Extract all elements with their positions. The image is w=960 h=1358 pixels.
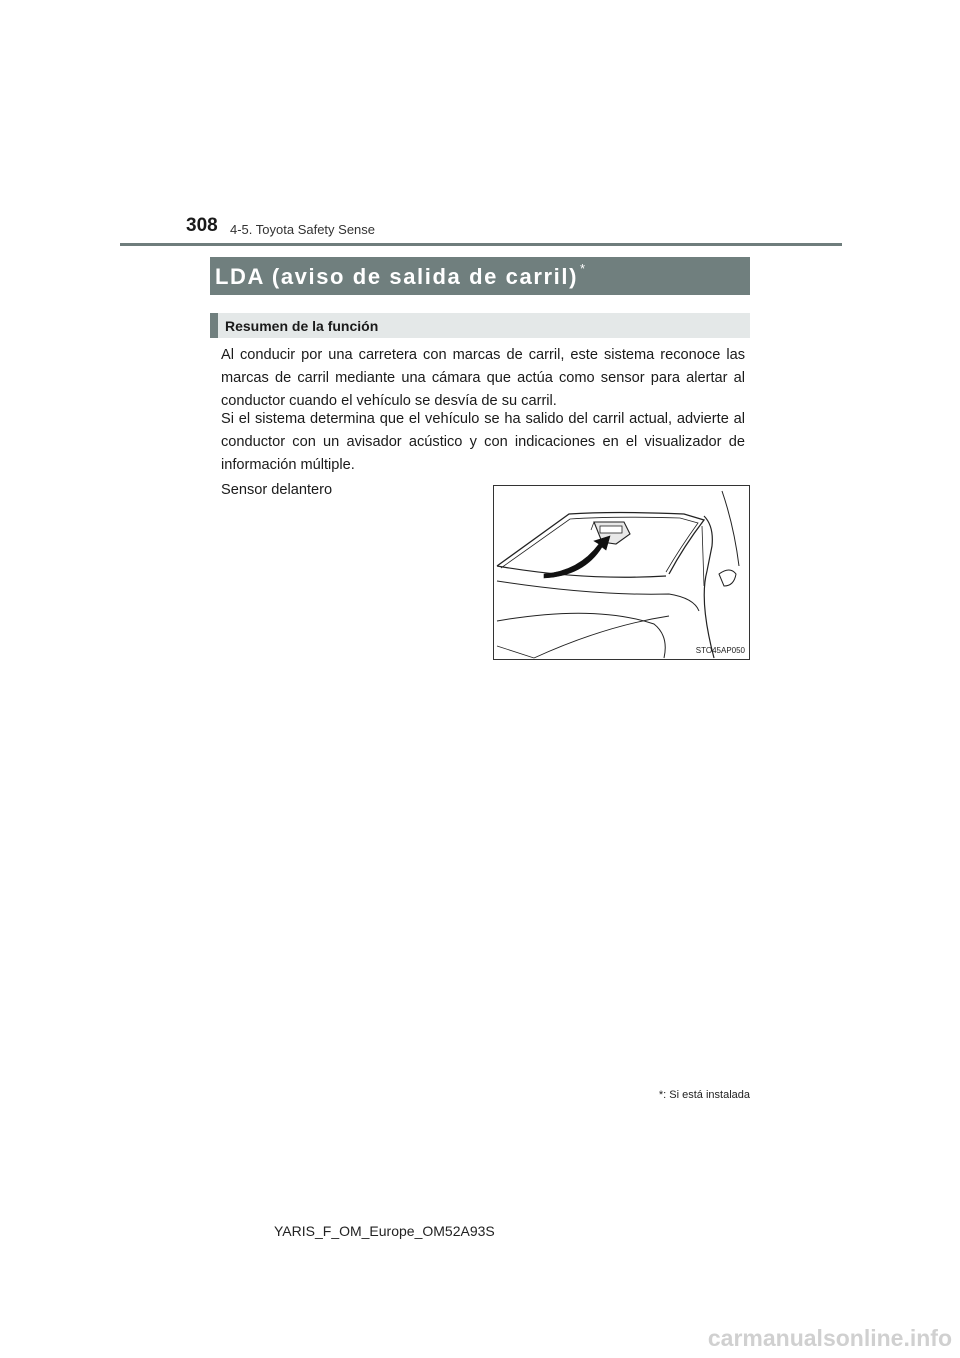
watermark: carmanualsonline.info [707,1325,952,1351]
pointer-arrow-icon [544,536,610,578]
pillar-inner-line [702,526,704,586]
dashboard-line [497,581,699,611]
title-asterisk: * [580,261,587,276]
body-paragraph-1: Al conducir por una carretera con marcas de carril, este sistema reconoce las marcas de carril mediante una cámara que actúa como sensor para alertar al conductor cuando el vehículo se desvía de su carril. [221,347,745,409]
sensor-lens [600,526,622,533]
footnote [659,1089,750,1101]
hood-line [497,613,665,658]
roof-edge [722,491,739,566]
sensor-bracket [591,522,594,530]
header-divider [120,243,842,246]
footnote-text: : Si está instalada [663,1089,750,1101]
figure-code: STO45AP050 [695,646,745,655]
page-title [215,261,587,290]
section-breadcrumb: 4-5. Toyota Safety Sense [230,222,376,237]
subsection-heading: Resumen de la función [225,318,379,334]
page-title-text: LDA (aviso de salida de carril) [215,264,579,289]
body-paragraph-2: Si el sistema determina que el vehículo se ha salido del carril actual, advierte al conductor con un avisador acústico y con indicaciones en el visualizador de información múltiple. [221,411,745,473]
a-pillar [704,516,714,658]
windshield-sensor-drawing [494,486,749,659]
subsection-accent [210,313,218,338]
footnote-asterisk: * [658,1089,664,1101]
side-mirror [719,570,736,586]
document-id: YARIS_F_OM_Europe_OM52A93S [274,1223,495,1239]
page-number: 308 [186,215,218,236]
fender-line [497,646,534,658]
front-sensor-illustration [493,485,750,660]
sensor-label: Sensor delantero [221,482,333,498]
